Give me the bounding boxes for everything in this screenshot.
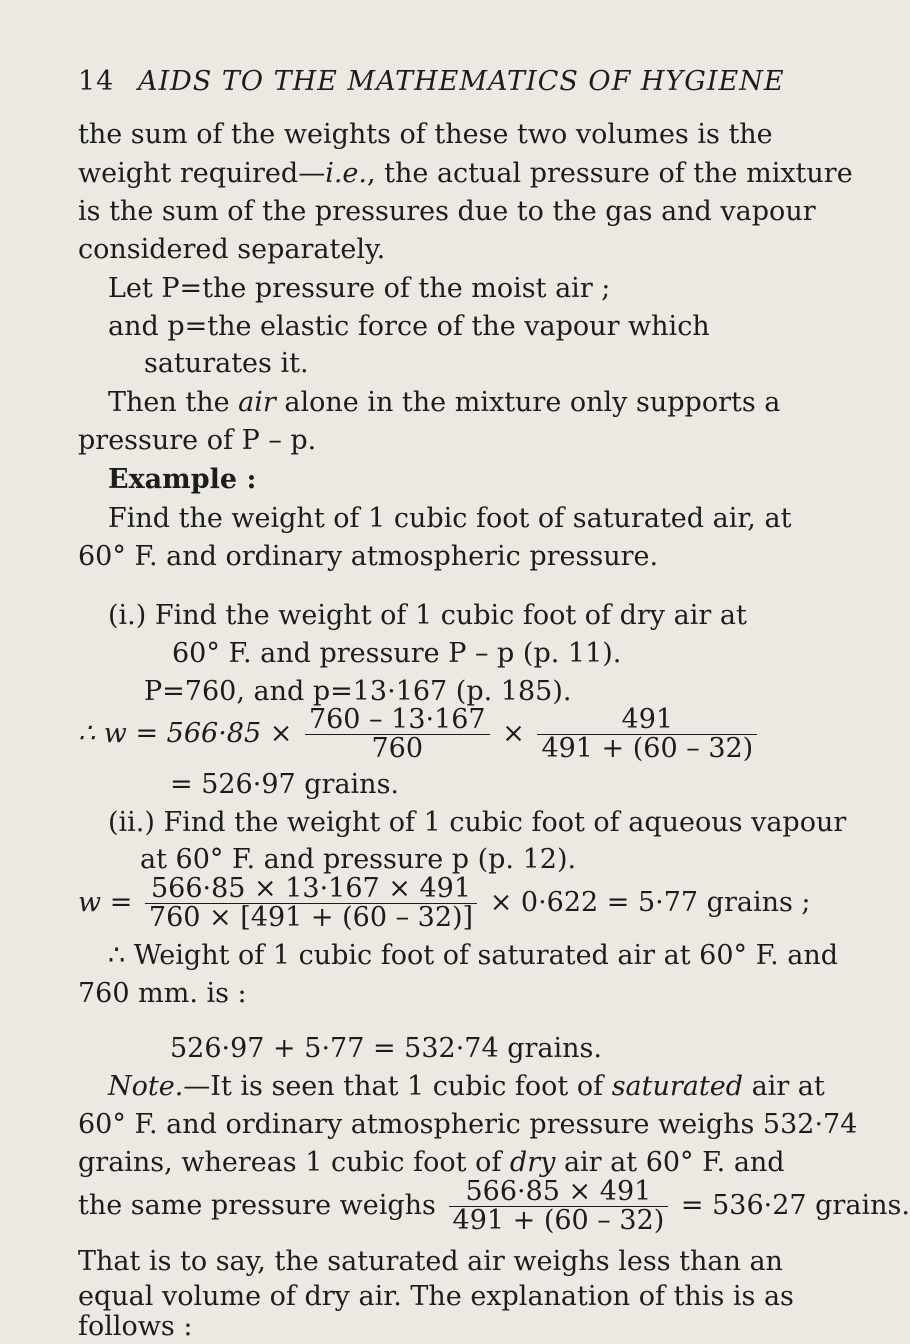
- note-label: Note.: [108, 1071, 184, 1102]
- text-line: 760 mm. is :: [78, 978, 247, 1009]
- fraction: [537, 706, 757, 763]
- fraction: [145, 875, 477, 932]
- text-span: Then the: [108, 387, 239, 418]
- fraction-denominator: 491 + (60 – 32): [541, 733, 754, 764]
- italic-span: i.e.: [325, 158, 367, 189]
- text-line: 60° F. and pressure P – p (p. 11).: [172, 638, 622, 669]
- text-line: [78, 1146, 785, 1180]
- text-line: saturates it.: [144, 348, 309, 379]
- page-number: 14: [78, 66, 115, 97]
- equation-prefix: ∴ w = 566·85 ×: [78, 718, 293, 749]
- italic-span: saturated: [611, 1071, 743, 1102]
- text-line: (i.) Find the weight of 1 cubic foot of dry air at: [108, 600, 747, 631]
- equation-dry-air: [78, 706, 761, 763]
- text-span: alone in the mixture only supports a: [275, 387, 781, 418]
- text-line: P=760, and p=13·167 (p. 185).: [144, 676, 572, 707]
- text-span: weight required—: [78, 158, 326, 189]
- text-line: (ii.) Find the weight of 1 cubic foot of aqueous vapour: [108, 807, 847, 838]
- italic-span: air: [238, 387, 276, 418]
- fraction: [305, 706, 490, 763]
- fraction-denominator: 491 + (60 – 32): [452, 1205, 665, 1236]
- running-header: [78, 66, 785, 97]
- text-line: [108, 1070, 825, 1104]
- text-line: is the sum of the pressures due to the gas and vapour: [78, 196, 816, 227]
- text-span: grains, whereas 1 cubic foot of: [78, 1147, 510, 1178]
- fraction-numerator: 491: [537, 706, 757, 735]
- text-line: Let P=the pressure of the moist air ;: [108, 273, 611, 304]
- equation-vapour: [78, 875, 811, 932]
- text-span: air at 60° F. and: [555, 1147, 785, 1178]
- text-line: follows :: [78, 1311, 193, 1342]
- text-line: 60° F. and ordinary atmospheric pressure weighs 532·74: [78, 1109, 858, 1140]
- text-line: considered separately.: [78, 234, 386, 265]
- text-line: at 60° F. and pressure p (p. 12).: [140, 844, 577, 875]
- text-span: —It is seen that 1 cubic foot of: [183, 1071, 612, 1102]
- times-sign: ×: [502, 718, 525, 749]
- equation-prefix: the same pressure weighs: [78, 1190, 436, 1221]
- text-line: 60° F. and ordinary atmospheric pressure.: [78, 541, 659, 572]
- text-line: ∴ Weight of 1 cubic foot of saturated air at 60° F. and: [108, 940, 839, 971]
- italic-span: dry: [509, 1147, 556, 1178]
- text-line: [78, 157, 853, 191]
- text-line: equal volume of dry air. The explanation of this is as: [78, 1281, 794, 1312]
- sum-line: 526·97 + 5·77 = 532·74 grains.: [170, 1033, 602, 1064]
- fraction-denominator: 760 × [491 + (60 – 32)]: [148, 902, 474, 933]
- text-span: , the actual pressure of the mixture: [366, 158, 853, 189]
- fraction-numerator: 566·85 × 13·167 × 491: [145, 875, 477, 904]
- text-line: [108, 386, 780, 420]
- equation-dry-air-total: [78, 1178, 910, 1235]
- equation-result: = 526·97 grains.: [170, 769, 400, 800]
- equation-suffix: = 536·27 grains.: [680, 1190, 910, 1221]
- fraction: [449, 1178, 669, 1235]
- fraction-numerator: 760 – 13·167: [305, 706, 490, 735]
- text-line: pressure of P – p.: [78, 425, 317, 456]
- equation-prefix: w =: [78, 887, 133, 918]
- text-line: the sum of the weights of these two volumes is the: [78, 119, 773, 150]
- text-line: and p=the elastic force of the vapour which: [108, 311, 710, 342]
- example-label: Example :: [108, 464, 257, 495]
- fraction-denominator: 760: [371, 733, 424, 764]
- equation-suffix: × 0·622 = 5·77 grains ;: [489, 887, 811, 918]
- text-span: air at: [743, 1071, 825, 1102]
- text-line: That is to say, the saturated air weighs less than an: [78, 1246, 783, 1277]
- running-title: AIDS TO THE MATHEMATICS OF HYGIENE: [137, 66, 785, 97]
- fraction-numerator: 566·85 × 491: [449, 1178, 669, 1207]
- text-line: Find the weight of 1 cubic foot of saturated air, at: [108, 503, 792, 534]
